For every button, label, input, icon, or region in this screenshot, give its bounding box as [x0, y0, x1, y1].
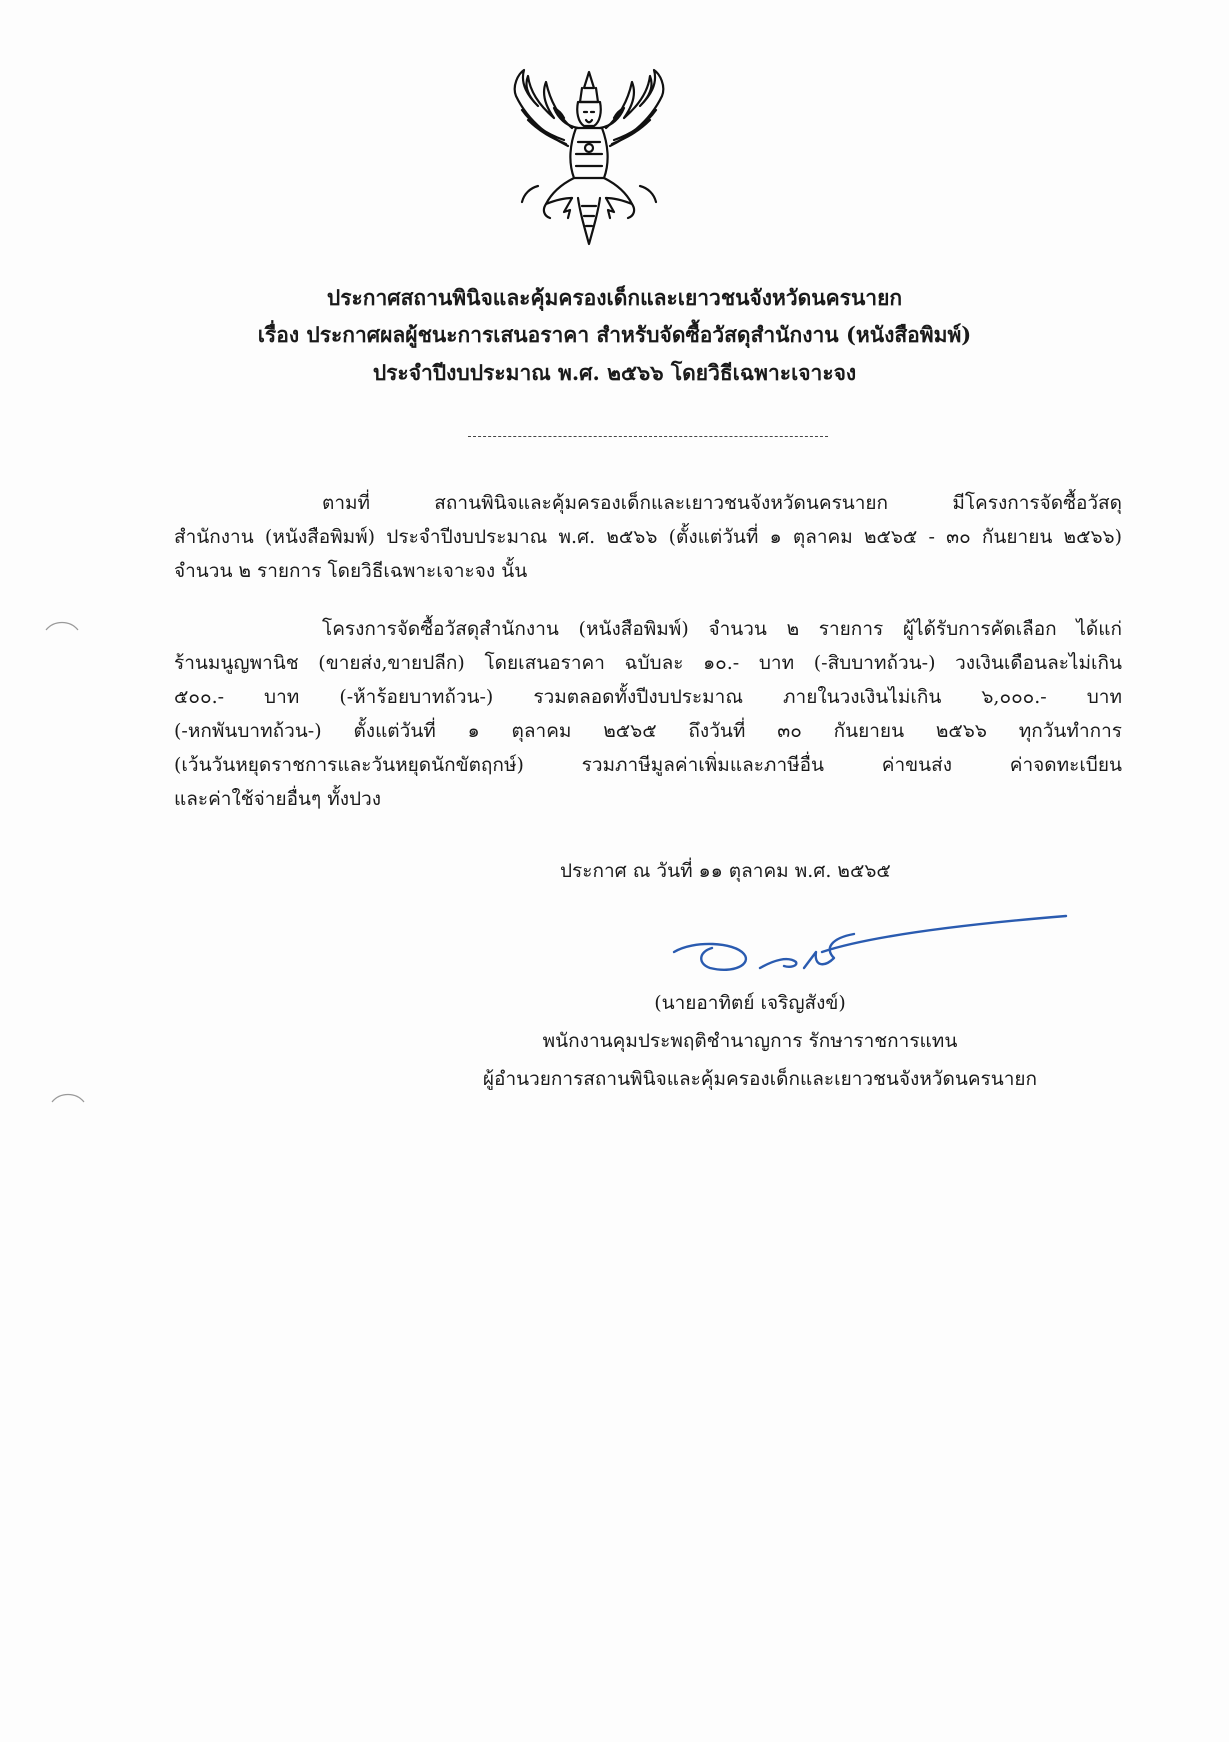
para2-line3: ๕๐๐.- บาท (-ห้าร้อยบาทถ้วน-) รวมตลอดทั้งปีงบประมาณ ภายในวงเงินไม่เกิน ๖,๐๐๐.- บาท: [174, 686, 1122, 708]
announcement-date: ประกาศ ณ วันที่ ๑๑ ตุลาคม พ.ศ. ๒๕๖๕: [560, 860, 891, 882]
signatory-name: (นายอาทิตย์ เจริญสังข์): [654, 992, 846, 1014]
para2-line6: และค่าใช้จ่ายอื่นๆ ทั้งปวง: [174, 788, 382, 810]
signatory-office: ผู้อำนวยการสถานพินิจและคุ้มครองเด็กและเยาวชนจังหวัดนครนายก: [482, 1068, 1038, 1090]
announcement-title: ประกาศสถานพินิจและคุ้มครองเด็กและเยาวชนจังหวัดนครนายก: [326, 285, 903, 310]
punch-hole-mark-upper: [44, 618, 80, 632]
para2-line2: ร้านมนูญพานิช (ขายส่ง,ขายปลีก) โดยเสนอราคา ฉบับละ ๑๐.- บาท (-สิบบาทถ้วน-) วงเงินเดือนละไม่เกิน: [174, 652, 1122, 674]
punch-hole-mark-lower: [50, 1090, 86, 1104]
para1-line2: สำนักงาน (หนังสือพิมพ์) ประจำปีงบประมาณ พ.ศ. ๒๕๖๖ (ตั้งแต่วันที่ ๑ ตุลาคม ๒๕๖๕ - ๓๐ กันยายน ๒๕๖๖): [174, 526, 1122, 548]
para2-line4: (-หกพันบาทถ้วน-) ตั้งแต่วันที่ ๑ ตุลาคม ๒๕๖๕ ถึงวันที่ ๓๐ กันยายน ๒๕๖๖ ทุกวันทำการ: [174, 720, 1122, 742]
garuda-emblem: [498, 66, 680, 250]
para1-line1: ตามที่ สถานพินิจและคุ้มครองเด็กและเยาวชนจังหวัดนครนายก มีโครงการจัดซื้อวัสดุ: [322, 492, 1122, 514]
announcement-subject: เรื่อง ประกาศผลผู้ชนะการเสนอราคา สำหรับจัดซื้อวัสดุสำนักงาน (หนังสือพิมพ์): [257, 322, 972, 347]
para2-line5: (เว้นวันหยุดราชการและวันหยุดนักขัตฤกษ์) รวมภาษีมูลค่าเพิ่มและภาษีอื่น ค่าขนส่ง ค่าจดทะเบียน: [174, 754, 1122, 776]
announcement-fiscal-year: ประจำปีงบประมาณ พ.ศ. ๒๕๖๖ โดยวิธีเฉพาะเจาะจง: [372, 360, 857, 385]
handwritten-signature: [664, 908, 1074, 988]
title-divider: [468, 436, 828, 437]
para2-line1: โครงการจัดซื้อวัสดุสำนักงาน (หนังสือพิมพ์) จำนวน ๒ รายการ ผู้ได้รับการคัดเลือก ได้แก่: [322, 618, 1122, 640]
signatory-position: พนักงานคุมประพฤติชำนาญการ รักษาราชการแทน: [542, 1030, 958, 1052]
para1-line3: จำนวน ๒ รายการ โดยวิธีเฉพาะเจาะจง นั้น: [174, 560, 528, 582]
